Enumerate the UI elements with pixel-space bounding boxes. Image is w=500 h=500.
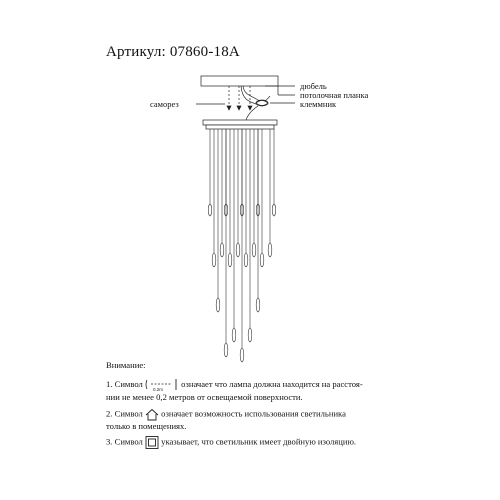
note-1-line2: нии не менее 0,2 метров от освещаемой поверхности. xyxy=(106,392,303,403)
double-square-icon xyxy=(145,436,159,449)
notes-heading: Внимание: xyxy=(106,360,146,370)
canopy xyxy=(203,120,277,125)
note-2-line1: означает возможность использования светильника xyxy=(161,408,346,419)
article-title: Артикул: 07860-18A xyxy=(106,44,240,60)
note-3 xyxy=(106,436,486,449)
lamp-distance-icon xyxy=(145,378,179,392)
note-1-line1: означает что лампа должна находится на расстоя- xyxy=(181,379,363,390)
terminal-block xyxy=(256,100,268,106)
label-screw: саморез xyxy=(150,99,179,109)
label-ceiling-plate: потолочная планка xyxy=(300,90,369,100)
note-2-line2: только в помещениях. xyxy=(106,420,187,431)
note-3-prefix: 3. Символ xyxy=(106,436,143,447)
label-terminal: клеммник xyxy=(300,99,337,109)
lamp-distance-label: 0.2m xyxy=(153,387,164,393)
note-1 xyxy=(106,378,486,392)
ceiling-plate xyxy=(201,76,278,86)
notes-section xyxy=(106,360,486,449)
note-2-prefix: 2. Символ xyxy=(106,408,143,419)
pendant-rods xyxy=(208,129,275,362)
house-icon xyxy=(145,408,159,421)
label-dowel: дюбель xyxy=(300,81,327,91)
note-2 xyxy=(106,408,486,421)
note-3-line1: указывает, что светильник имеет двойную изоляцию. xyxy=(161,436,357,447)
note-1-prefix: 1. Символ xyxy=(106,379,143,390)
